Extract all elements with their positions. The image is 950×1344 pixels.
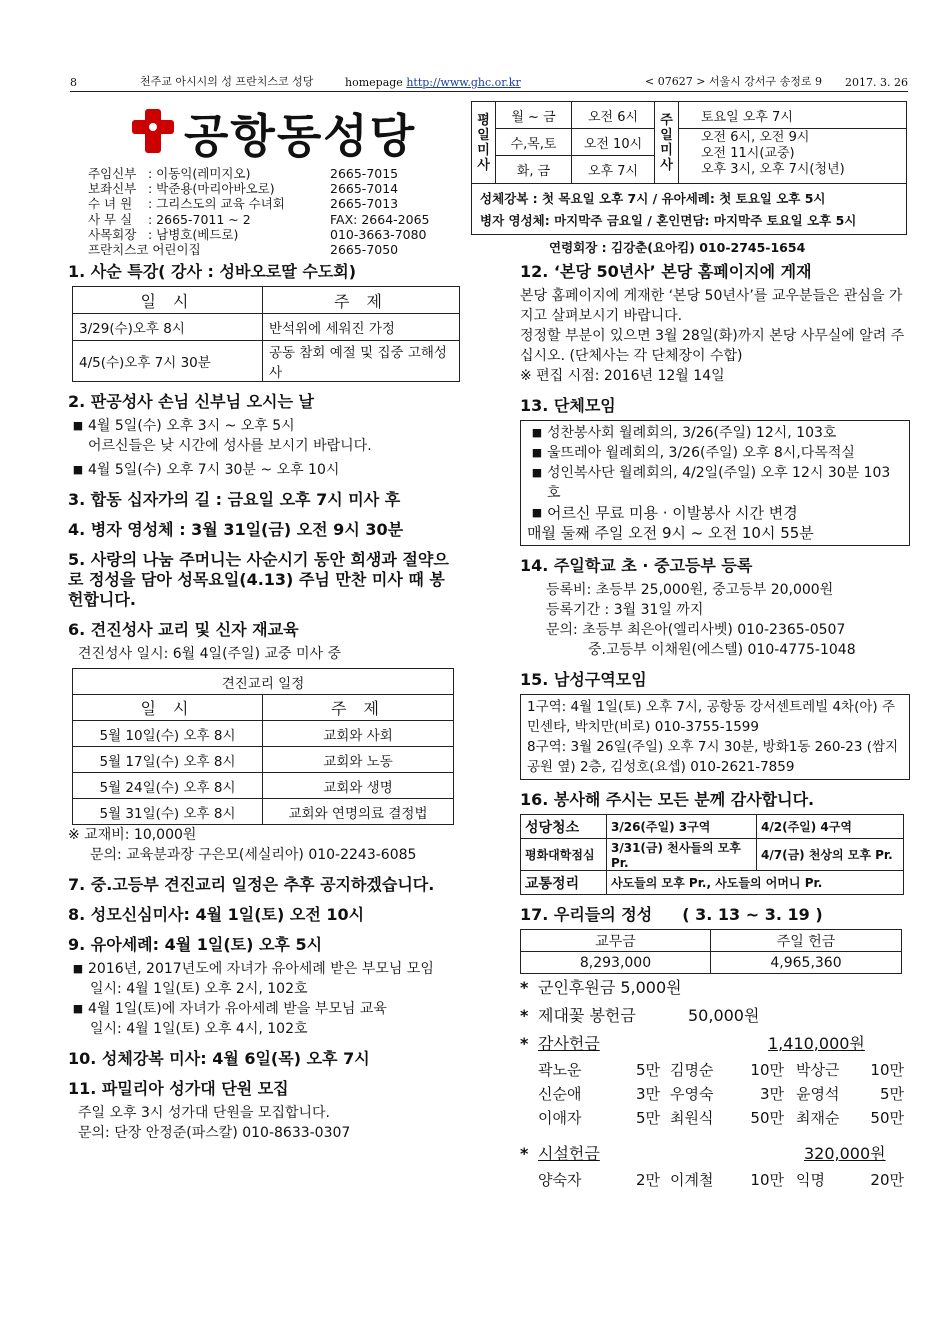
sunday-mass (655, 102, 907, 183)
mass-notes: 성체강복 : 첫 목요일 오후 7시 / 유아세례: 첫 토요일 오후 5시 병자 영성체: 마지막주 금요일 / 혼인면담: 마지막주 토요일 오후 5시 (472, 183, 907, 236)
section-6: 6. 견진성사 교리 및 신자 재교육 견진성사 일시: 6월 4일(주일) 교중 미사 중 견진교리 일정 일 시 주 제 5월 10일(수) 오후 8시 교회와 사회 5월 17일(수) 오후 8시 교회와 노동 5월 24일(수) 오후 8시 교회와 생명 5월 31일(수) 오후 8시 교회와 연명의료 결정법 ※ 교재비: 10,000원 문의: 교육분과장 구은모(세실리아) 010-2243-6085 (68, 620, 460, 865)
section-7: 7. 중.고등부 견진교리 일정은 추후 공지하겠습니다. (68, 875, 435, 894)
section-title: 13. 단체모임 (520, 396, 616, 415)
address: < 07627 > 서울시 강서구 송정로 9 (645, 75, 823, 88)
sunday-label: 주 일 미 사 (655, 102, 679, 183)
offering-item: * 제대꽃 봉헌금 50,000원 (520, 1006, 760, 1025)
page-header (70, 72, 908, 92)
section-8: 8. 성모신심미사: 4월 1일(토) 오전 10시 (68, 905, 365, 924)
offering-item: * 시설헌금 320,000원 (520, 1144, 886, 1163)
volunteer-table (520, 814, 904, 895)
section-title: 12. ‘본당 50년사’ 본당 홈페이지에 게재 (520, 262, 812, 281)
offering-table: 교무금 주일 헌금 8,293,000 4,965,360 (520, 929, 902, 974)
homepage-link[interactable]: http://www.ghc.or.kr (406, 76, 521, 89)
section-title: 2. 판공성사 손님 신부님 오시는 날 (68, 392, 314, 411)
funeral-president: 연령회장 : 김강춘(요아킴) 010-2745-1654 (549, 240, 806, 255)
sunday-times: 오전 6시, 오전 9시 오전 11시(교중) 오후 3시, 오후 7시(청년) (701, 130, 845, 177)
page-number: 8 (70, 76, 77, 89)
table-row: 평화대학점심 3/31(금) 천사들의 모후 Pr. 4/7(금) 천상의 모후 Pr. (521, 839, 904, 871)
logo (130, 100, 416, 166)
section-10: 10. 성체강복 미사: 4월 6일(목) 오후 7시 (68, 1049, 370, 1068)
section-14: 14. 주일학교 초 · 중고등부 등록 등록비: 초등부 25,000원, 중고등부 20,000원 등록기간 : 3월 31일 까지 문의: 초등부 최은아(엘리사벳) 010-2365-0507 중.고등부 이채원(에스텔) 010-4775-1048 (520, 556, 910, 660)
section-12: 12. ‘본당 50년사’ 본당 홈페이지에 게재 본당 홈페이지에 게재한 ‘본당 50년사’를 교우분들은 관심을 가지고 살펴보시기 바랍니다. 정정할 부분이 있으면 3월 28일(화)까지 본당 사무실에 알려 주십시오. (단체사는 각 단체장이 수합) ※ 편집 시점: 2016년 12월 14일 (520, 262, 910, 386)
list-item: ■ 4월 5일(수) 오후 7시 30분 ~ 오후 10시 (72, 462, 340, 478)
parish-name: 천주교 아시시의 성 프란치스코 성당 (140, 75, 314, 88)
homepage (345, 76, 645, 89)
section-title: 16. 봉사해 주시는 모든 분께 감사합니다. (520, 790, 815, 809)
church-cross-icon (130, 107, 176, 159)
offering-item: * 감사헌금 1,410,000원 (520, 1034, 865, 1053)
weekday-label: 평 일 미 사 (472, 102, 496, 183)
table-row: 성당청소 3/26(주일) 3구역 4/2(주일) 4구역 (521, 815, 904, 839)
section-5: 5. 사랑의 나눔 주머니는 사순시기 동안 희생과 절약으로 정성을 담아 성목요일(4.13) 주님 만찬 미사 때 봉헌합니다. (68, 550, 449, 609)
section-title: 1. 사순 특강( 강사 : 성바오로딸 수도회) (68, 262, 357, 281)
list-item: ■ 4월 5일(수) 오후 3시 ~ 오후 5시 (72, 418, 295, 434)
offering-item: * 군인후원금 5,000원 (520, 978, 682, 997)
right-column (520, 262, 910, 1202)
lecture-table: 일 시 주 제 3/29(수)오후 8시 반석위에 세워진 가정 4/5(수)오후 7시 30분 공동 참회 예절 및 집중 고해성사 (72, 286, 460, 382)
facility-donors: 양숙자 2만 이계철 10만 익명 20만 (538, 1171, 904, 1189)
section-11: 11. 파밀리아 성가대 단원 모집 주일 오후 3시 성가대 단원을 모집합니다. 문의: 단장 안정준(파스칼) 010-8633-0307 (68, 1079, 460, 1143)
weekday-mass: 평 일 미 사 월 ~ 금 오전 6시 수,목,토 오전 10시 화, 금 오후 7시 (472, 102, 655, 183)
list-item: ■ 4월 1일(토)에 자녀가 유아세례 받을 부모님 교육 (72, 1001, 387, 1017)
table-row: 3/29(수)오후 8시 반석위에 세워진 가정 (73, 314, 460, 341)
section-title: 14. 주일학교 초 · 중고등부 등록 (520, 556, 753, 575)
list-item: ■ 성찬봉사회 월례회의, 3/26(주일) 12시, 103호 (531, 425, 837, 441)
list-item: ■ 2016년, 2017년도에 자녀가 유아세례 받은 부모님 모임 (72, 961, 434, 977)
logo-title: 공항동성당 (184, 109, 417, 163)
list-item: ■ 울뜨레아 월례회의, 3/26(주일) 오후 8시,다목적실 (531, 445, 855, 461)
table-row: 교통정리 사도들의 모후 Pr., 사도들의 어머니 Pr. (521, 871, 904, 895)
table-row: 5월 24일(수) 오후 8시 교회와 생명 (73, 773, 454, 799)
staff-row: 프란치스코 어린이집 2665-7050 (88, 242, 399, 258)
section-title: 11. 파밀리아 성가대 단원 모집 (68, 1079, 289, 1098)
mens-groups-box: 1구역: 4월 1일(토) 오후 7시, 공항동 강서센트레빌 4차(아) 주민센타, 박치만(비로) 010-3755-1599 8구역: 3월 26일(주일) 오후 7시 30분, 방화1동 260-23 (쌈지공원 옆) 2층, 김성호(요셉) 010-2621-7859 (520, 694, 910, 780)
section-16 (520, 790, 910, 895)
section-13 (520, 396, 910, 546)
staff-row: 주임신부 : 이동익(레미지오) 2665-7015 (88, 166, 399, 181)
section-title: 6. 견진성사 교리 및 신자 재교육 (68, 620, 299, 639)
staff-row: 보좌신부 : 박준용(마리아바오로) 2665-7014 (88, 181, 399, 197)
section-4: 4. 병자 영성체 : 3월 31일(금) 오전 9시 30분 (68, 520, 404, 539)
homepage-label: homepage (345, 76, 403, 89)
list-item: ■ 성인복사단 월례회의, 4/2일(주일) 오후 12시 30분 103호 (531, 465, 891, 501)
saturday-mass: 토요일 오후 7시 (679, 102, 907, 129)
staff-row: 수 녀 원 : 그리스도의 교육 수녀회 2665-7013 (88, 196, 399, 212)
confirmation-table: 견진교리 일정 일 시 주 제 5월 10일(수) 오후 8시 교회와 사회 5월 17일(수) 오후 8시 교회와 노동 5월 24일(수) 오후 8시 교회와 생명 5월 31일(수) 오후 8시 교회와 연명의료 결정법 (72, 668, 454, 825)
list-item: ■ 어르신 무료 미용 · 이발봉사 시간 변경 (531, 504, 798, 522)
staff-row: 사 무 실 : 2665-7011 ~ 2 FAX: 2664-2065 (88, 211, 430, 227)
section-title: 17. 우리들의 정성 ( 3. 13 ~ 3. 19 ) (520, 905, 823, 924)
section-title: 15. 남성구역모임 (520, 670, 647, 689)
section-9: 9. 유아세례: 4월 1일(토) 오후 5시 ■ 2016년, 2017년도에 자녀가 유아세례 받은 부모님 모임 일시: 4월 1일(토) 오후 2시, 102호 ■ 4월 1일(토)에 자녀가 유아세례 받을 부모님 교육 일시: 4월 1일(토) 오후 4시, 102호 (68, 935, 460, 1039)
group-meetings-box: ■ 성찬봉사회 월례회의, 3/26(주일) 12시, 103호 ■ 울뜨레아 월례회의, 3/26(주일) 오후 8시,다목적실 ■ 성인복사단 월례회의, 4/2일(주일) 오후 12시 30분 103호 ■ 어르신 무료 미용 · 이발봉사 시간 변경 매월 둘째 주일 오전 9시 ~ 오전 10시 55분 (520, 420, 910, 546)
thanks-donors: 곽노운 5만 김명순 10만 박상근 10만 신순애 3만 우영숙 3만 윤영석 5만 이애자 5만 최원식 50만 최재순 50만 (538, 1061, 904, 1127)
section-2: 2. 판공성사 손님 신부님 오시는 날 ■ 4월 5일(수) 오후 3시 ~ 오후 5시 어르신들은 낮 시간에 성사를 보시기 바랍니다. ■ 4월 5일(수) 오후 7시 30분 ~ 오후 10시 (68, 392, 460, 480)
staff-row: 사목회장 : 남병호(베드로) 010-3663-7080 (88, 226, 427, 242)
table-row: 5월 31일(수) 오후 8시 교회와 연명의료 결정법 (73, 799, 454, 825)
section-1 (68, 262, 460, 382)
table-row: 4/5(수)오후 7시 30분 공동 참회 예절 및 집중 고해성사 (73, 341, 460, 382)
issue-date: 2017. 3. 26 (845, 76, 908, 89)
table-row: 5월 10일(수) 오후 8시 교회와 사회 (73, 721, 454, 747)
staff-list (88, 166, 460, 257)
table-row: 5월 17일(수) 오후 8시 교회와 노동 (73, 747, 454, 773)
section-17 (520, 905, 910, 1192)
section-title: 9. 유아세례: 4월 1일(토) 오후 5시 (68, 935, 323, 954)
section-3: 3. 합동 십자가의 길 : 금요일 오후 7시 미사 후 (68, 490, 401, 509)
mass-schedule (471, 101, 907, 235)
table-row: 8,293,000 4,965,360 (521, 952, 902, 974)
left-column (68, 262, 460, 1153)
section-15 (520, 670, 910, 780)
